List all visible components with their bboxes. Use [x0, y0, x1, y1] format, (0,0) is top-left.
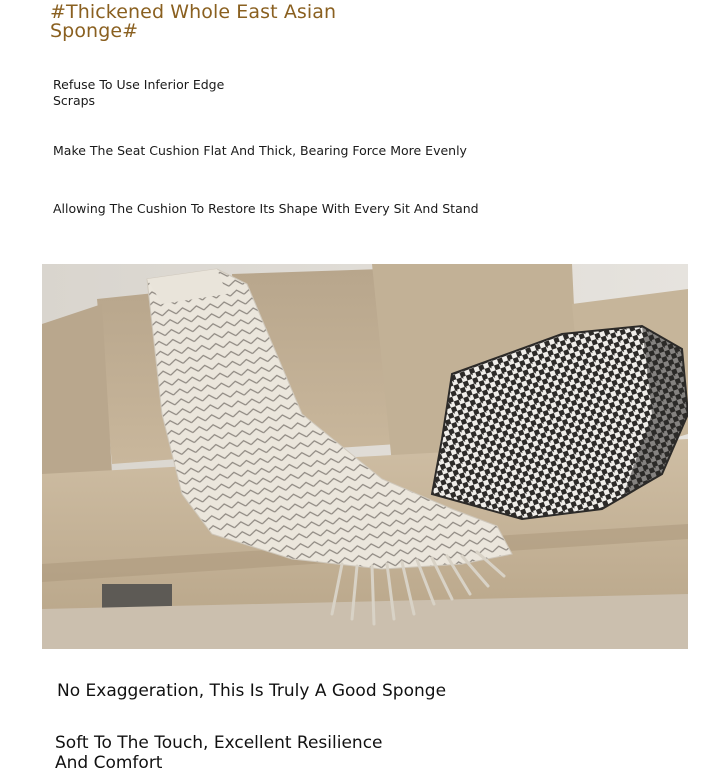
feature-restore-shape: Allowing The Cushion To Restore Its Shape With Every Sit And Stand — [53, 201, 479, 216]
bottom-subtitle: Soft To The Touch, Excellent Resilience And Comfort — [55, 733, 383, 773]
feature-edge-scraps: Refuse To Use Inferior Edge Scraps — [53, 77, 225, 108]
feature-flat-thick: Make The Seat Cushion Flat And Thick, Bearing Force More Evenly — [53, 143, 467, 158]
sofa-photo — [42, 264, 688, 649]
headline: #Thickened Whole East Asian Sponge# — [50, 1, 337, 42]
bottom-title: No Exaggeration, This Is Truly A Good Sponge — [57, 681, 447, 701]
